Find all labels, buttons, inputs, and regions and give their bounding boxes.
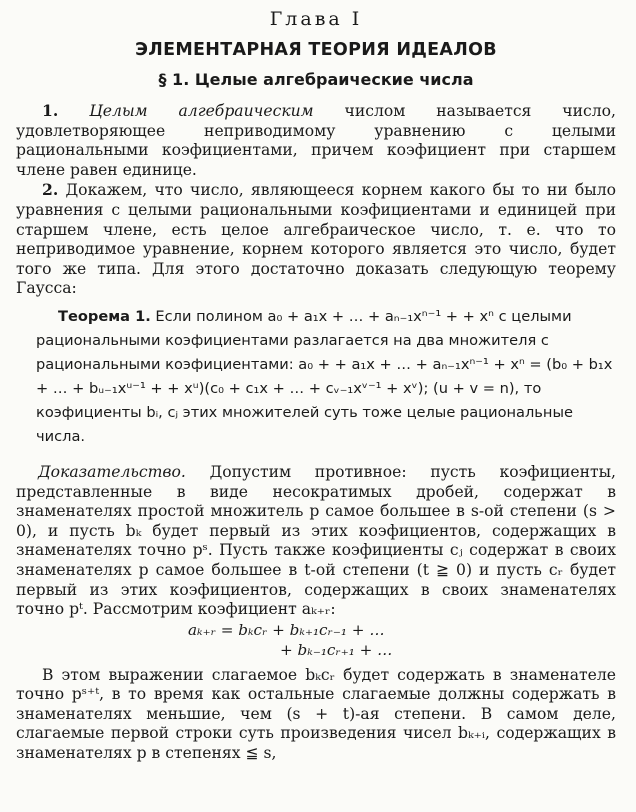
display-formula <box>188 620 616 660</box>
section-heading: § 1. Целые алгебраические числа <box>158 70 474 89</box>
paragraph-1 <box>16 101 616 180</box>
theorem-heading: Теорема 1. <box>58 307 151 325</box>
chapter-title: ЭЛЕМЕНТАРНАЯ ТЕОРИЯ ИДЕАЛОВ <box>135 40 497 60</box>
paragraph-number: 1. <box>42 101 59 120</box>
paragraph-number: 2. <box>42 180 59 200</box>
paragraph-text: числом называется число, удовлетворяющее неприводимому уравнению с целыми рациональными коэфициентами, причем коэфициент при старшем члене равен единице. <box>16 102 616 179</box>
proof-text: Допустим противное: пусть коэфициенты, представленные в виде несократимых дробей, содержат в знаменателях простой множитель p самое большее в s-ой степени (s > 0), и пусть bₖ будет первый из этих коэфициентов, содержащих в знаменателях точно pˢ. Пусть также коэфициенты cⱼ содержат в своих знаменателях p самое большее в t-ой степени (t ≧ 0) и пусть cᵣ будет первый из этих коэфициентов, содержащих в своих знаменателях точно pᵗ. Рассмотрим коэфициент aₖ₊ᵣ: <box>16 462 616 619</box>
defined-term: Целым алгебраическим <box>89 102 314 120</box>
proof-heading: Доказательство. <box>38 462 186 481</box>
formula-line-2: + bₖ₋₁cᵣ₊₁ + … <box>280 640 393 659</box>
formula-line-1: aₖ₊ᵣ = bₖcᵣ + bₖ₊₁cᵣ₋₁ + … <box>188 620 385 639</box>
paragraph-2 <box>16 180 616 299</box>
paragraph-3 <box>16 666 616 764</box>
theorem-text: Если полином a₀ + a₁x + … + aₙ₋₁xⁿ⁻¹ + + xⁿ с целыми рациональными коэфициентами разлагается на два множителя с рациональными коэфициентами: a₀ + + a₁x + … + aₙ₋₁xⁿ⁻¹ + xⁿ = (b₀ + b₁x + … + bᵤ₋₁xᵘ⁻¹ + + xᵘ)(c₀ + c₁x + … + cᵥ₋₁xᵛ⁻¹ + xᵛ); (u + v = n), то коэфициенты bᵢ, cⱼ этих множителей суть тоже целые рациональные числа. <box>36 307 613 445</box>
chapter-heading: Глава I <box>269 8 363 30</box>
theorem-block <box>36 305 614 449</box>
proof-paragraph <box>16 463 616 620</box>
paragraph-text: В этом выражении слагаемое bₖcᵣ будет содержать в знаменателе точно pˢ⁺ᵗ, в то время как остальные слагаемые должны содержать в знаменателях меньшие, чем (s + t)-ая степени. В самом деле, слагаемые первой строки суть произведения чисел bₖ₊ᵢ, содержащих в знаменателях p в степенях ≦ s, <box>16 665 616 763</box>
paragraph-text: Докажем, что число, являющееся корнем какого бы то ни было уравнения с целыми рациональными коэфициентами и единицей при старшем члене, есть целое алгебраическое число, т. е. что то неприводимое уравнение, корнем которого является это число, будет того же типа. Для этого достаточно доказать следующую теорему Гаусса: <box>16 181 616 298</box>
